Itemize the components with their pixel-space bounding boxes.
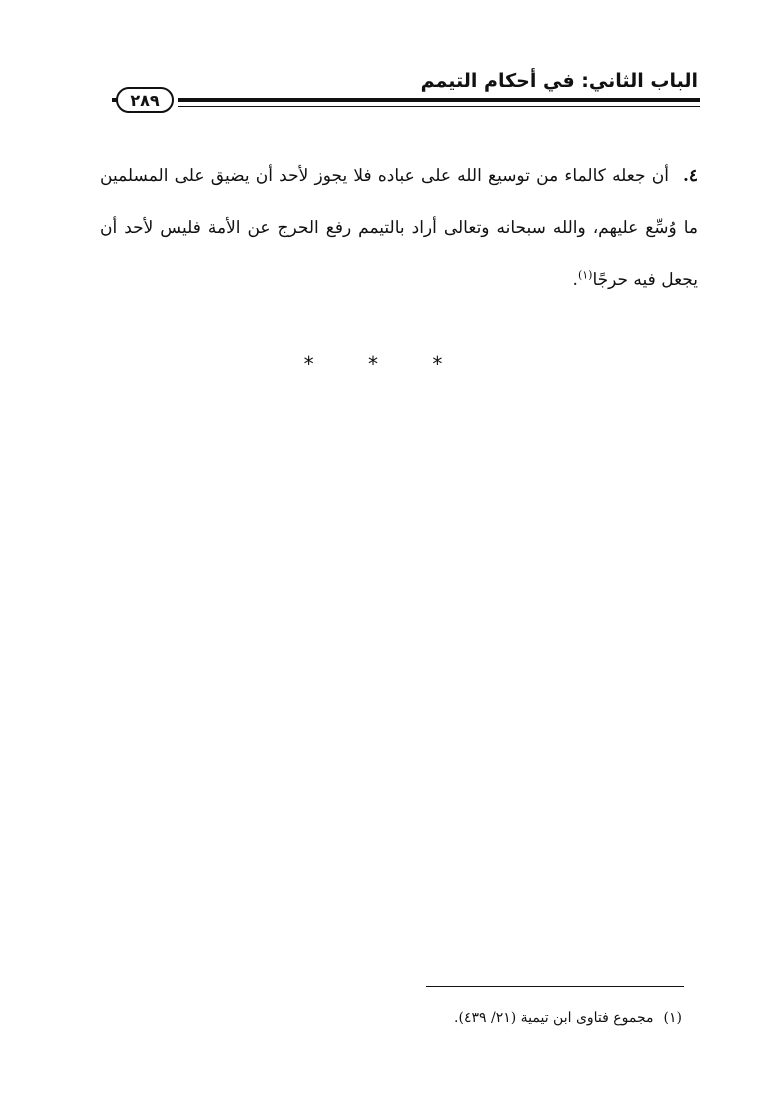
- header-rule-thick: [178, 98, 700, 102]
- footnote-divider: [426, 986, 684, 987]
- footnote-reference: (١): [577, 268, 593, 282]
- list-item-number: ٤.: [682, 166, 698, 186]
- separator-star: *: [432, 352, 461, 376]
- footnote: [454, 1010, 682, 1026]
- footnote-text: مجموع فتاوى ابن تيمية (٢١/ ٤٣٩).: [454, 1010, 654, 1026]
- body-paragraph: [100, 150, 698, 306]
- footnote-mark: (١): [663, 1010, 682, 1026]
- separator-star: *: [303, 352, 332, 376]
- running-header-title: الباب الثاني: في أحكام التيمم: [420, 70, 698, 92]
- section-separator: [0, 352, 764, 376]
- paragraph-text: أن جعله كالماء من توسيع الله على عباده فلا يجوز لأحد أن يضيق على المسلمين ما وُسِّع عليهم، والله سبحانه وتعالى أراد بالتيمم رفع الحرج عن الأمة فليس لأحد أن يجعل فيه حرجًا: [100, 166, 698, 290]
- page-number: ٢٨٩: [116, 87, 174, 113]
- paragraph-end-punct: .: [572, 270, 578, 290]
- separator-star: *: [368, 352, 396, 376]
- header-rule-thin: [178, 106, 700, 107]
